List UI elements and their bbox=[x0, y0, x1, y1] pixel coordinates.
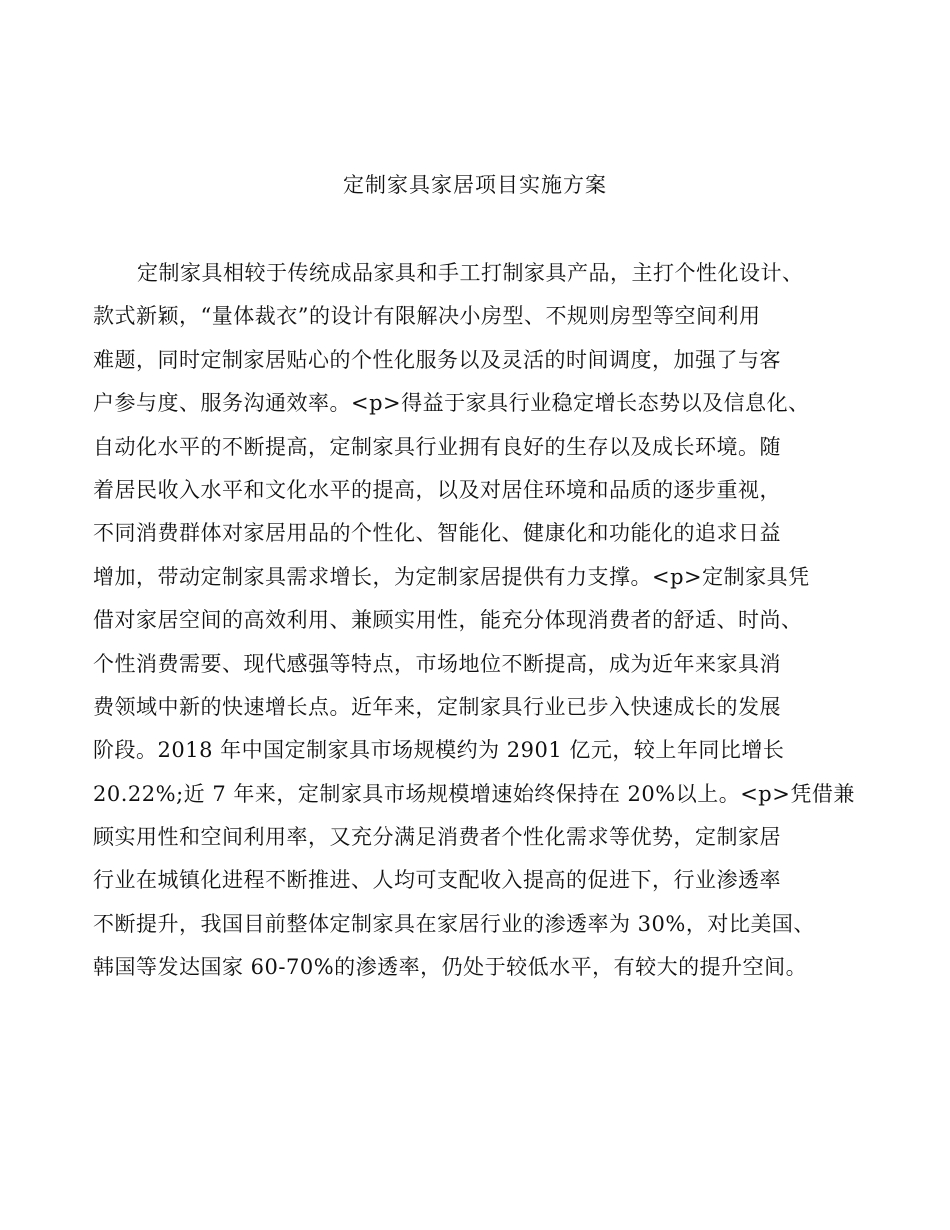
body-line: 顾实用性和空间利用率，又充分满足消费者个性化需求等优势，定制家居 bbox=[93, 825, 781, 850]
body-line: 增加，带动定制家具需求增长，为定制家居提供有力支撑。<p>定制家具凭 bbox=[93, 564, 810, 589]
body-line: 个性消费需要、现代感强等特点，市场地位不断提高，成为近年来家具消 bbox=[93, 651, 781, 676]
body-line: 款式新颖，“量体裁衣”的设计有限解决小房型、不规则房型等空间利用 bbox=[93, 304, 761, 329]
body-line: 难题，同时定制家居贴心的个性化服务以及灵活的时间调度，加强了与客 bbox=[93, 347, 781, 372]
body-line: 阶段。2018 年中国定制家具市场规模约为 2901 亿元，较上年同比增长 bbox=[93, 738, 785, 763]
body-line: 20.22%;近 7 年来，定制家具市场规模增速始终保持在 20%以上。<p>凭借兼 bbox=[93, 781, 855, 806]
body-line: 韩国等发达国家 60-70%的渗透率，仍处于较低水平，有较大的提升空间。 bbox=[93, 955, 808, 980]
body-line: 费领域中新的快速增长点。近年来，定制家具行业已步入快速成长的发展 bbox=[93, 694, 781, 719]
body-line: 着居民收入水平和文化水平的提高，以及对居住环境和品质的逐步重视， bbox=[93, 477, 781, 502]
body-line: 不断提升，我国目前整体定制家具在家居行业的渗透率为 30%，对比美国、 bbox=[93, 911, 815, 936]
body-line: 不同消费群体对家居用品的个性化、智能化、健康化和功能化的追求日益 bbox=[93, 521, 781, 546]
body-line: 定制家具相较于传统成品家具和手工打制家具产品，主打个性化设计、 bbox=[137, 261, 804, 285]
document-body bbox=[93, 252, 883, 990]
body-line: 户参与度、服务沟通效率。<p>得益于家具行业稳定增长态势以及信息化、 bbox=[93, 391, 810, 416]
document-title: 定制家具家居项目实施方案 bbox=[343, 173, 607, 197]
body-line: 借对家居空间的高效利用、兼顾实用性，能充分体现消费者的舒适、时尚、 bbox=[93, 608, 803, 633]
body-line: 行业在城镇化进程不断推进、人均可支配收入提高的促进下，行业渗透率 bbox=[93, 868, 781, 893]
body-line: 自动化水平的不断提高，定制家具行业拥有良好的生存以及成长环境。随 bbox=[93, 434, 781, 459]
